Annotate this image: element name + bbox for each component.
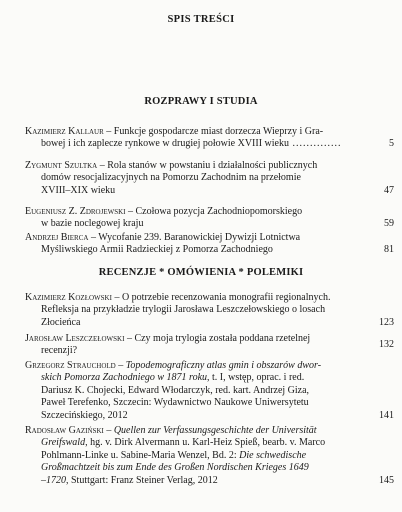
entry-title-line: Paweł Terefenko, Szczecin: Wydawnictwo Naukowe Uniwersytetu <box>41 397 309 409</box>
entry-title-line: Szczecińskiego, 2012 <box>41 409 128 421</box>
entry-page-number: 81 <box>384 244 394 256</box>
leader-dots: .............. <box>288 138 342 150</box>
toc-entry[interactable] <box>25 292 397 329</box>
entry-author: Grzegorz Strauchold <box>25 360 116 371</box>
entry-page-number: 59 <box>384 218 394 230</box>
entry-page-number: 132 <box>379 339 394 350</box>
entry-title-line: Złocieńca <box>41 316 81 328</box>
entry-author: Jarosław Leszczełowski <box>25 333 125 344</box>
entry-page-number: 5 <box>389 138 394 150</box>
toc-entry[interactable] <box>25 232 397 257</box>
entry-page-number: 141 <box>379 409 394 421</box>
section-heading-reviews: RECENZJE * OMÓWIENIA * POLEMIKI <box>98 267 304 278</box>
toc-entry[interactable] <box>25 126 397 151</box>
entry-page-number: 145 <box>379 474 394 486</box>
entry-author: Radosław Gaziński <box>25 425 104 436</box>
entry-author: Andrzej Bierca <box>25 232 89 243</box>
entry-title-line: skich Pomorza Zachodniego w 1871 roku <box>41 372 208 384</box>
entry-author: Kazimierz Kallaur <box>25 126 104 137</box>
entry-title-line: – Czołowa pozycja Zachodniopomorskiego <box>125 206 303 217</box>
entry-title-line: Myśliwskiego Armii Radzieckiej z Pomorza Zachodniego <box>41 244 273 256</box>
entry-author: Zygmunt Szultka <box>25 160 98 171</box>
entry-page-number: 123 <box>379 316 394 328</box>
entry-author: Kazimierz Kozłowski <box>25 292 112 303</box>
entry-title-line: Dariusz K. Chojecki, Edward Włodarczyk, red. kart. Andrzej Giza, <box>41 384 310 396</box>
entry-title-line: – O potrzebie recenzowania monografii regionalnych. <box>111 292 331 303</box>
entry-title-line: – Rola stanów w powstaniu i działalności publicznych <box>97 160 318 171</box>
entry-title-line: Quellen zur Verfassungsgeschichte der Universität <box>113 425 317 436</box>
entry-title-line: Greifswald <box>41 437 86 449</box>
entry-title-line: –1720 <box>41 474 66 486</box>
entry-author: Eugeniusz Z. Zdrojewski <box>25 206 126 217</box>
entry-title-line: – Funkcje gospodarcze miast dorzecza Wieprzy i Gra- <box>103 126 324 137</box>
entry-title-line: Refleksja na przykładzie trylogii Jarosława Leszczełowskiego o losach <box>41 304 326 316</box>
entry-page-number: 47 <box>384 184 394 196</box>
entry-title-line: – Czy moja trylogia została poddana rzetelnej <box>124 333 311 344</box>
entry-title-line: bowej i ich zaplecze rynkowe w drugiej połowie XVIII wieku <box>41 138 289 150</box>
entry-title-line: recenzji? <box>41 345 78 357</box>
entry-title-line: XVIII–XIX wieku <box>41 184 116 196</box>
entry-title-line: w bazie noclegowej kraju <box>41 218 144 230</box>
toc-entry[interactable] <box>25 333 397 358</box>
entry-title-line: – Wycofanie 239. Baranowickiej Dywizji Lotnictwa <box>88 232 301 243</box>
toc-entry[interactable] <box>25 206 397 231</box>
entry-title-line: Topodemograficzny atlas gmin i obszarów dwor- <box>125 360 322 371</box>
toc-entry[interactable] <box>25 160 397 197</box>
page-title: SPIS TREŚCI <box>167 14 235 25</box>
entry-title-line: Pohlmann-Linke u. Sabine-Maria Wenzel, Bd. 2: <box>41 449 240 461</box>
toc-entry[interactable]: Radosław Gaziński – Quellen zur Verfassungsgeschichte der Universität Greifswald, hg. v. Dirk Alvermann u. Karl-Heiz Spieß, bearb. v. Marco Pohlmann-Linke u. Sabine-Maria Wenzel, Bd. 2: Die schwedische Großmachtzeit bis zum Ende des Großen Nordischen Krieges 1649 –1720, Stuttgart: Franz Steiner Verlag, 2012 145 <box>25 425 394 486</box>
entry-title-line: Großmachtzeit bis zum Ende des Großen Nordischen Krieges 1649 <box>41 462 309 474</box>
section-heading-studies: ROZPRAWY I STUDIA <box>144 96 258 107</box>
toc-entry[interactable]: Grzegorz Strauchold – Topodemograficzny atlas gmin i obszarów dwor- skich Pomorza Zachodniego w 1871 roku, t. I, wstęp, oprac. i red. Dariusz K. Chojecki, Edward Włodarczyk, red. kart. Andrzej Giza, Paweł Terefenko, Szczecin: Wydawnictwo Naukowe Uniwersytetu Szczecińskiego, 2012 141 <box>25 360 394 421</box>
entry-title-line: domów resocjalizacyjnych na Pomorzu Zachodnim na przełomie <box>41 172 301 184</box>
